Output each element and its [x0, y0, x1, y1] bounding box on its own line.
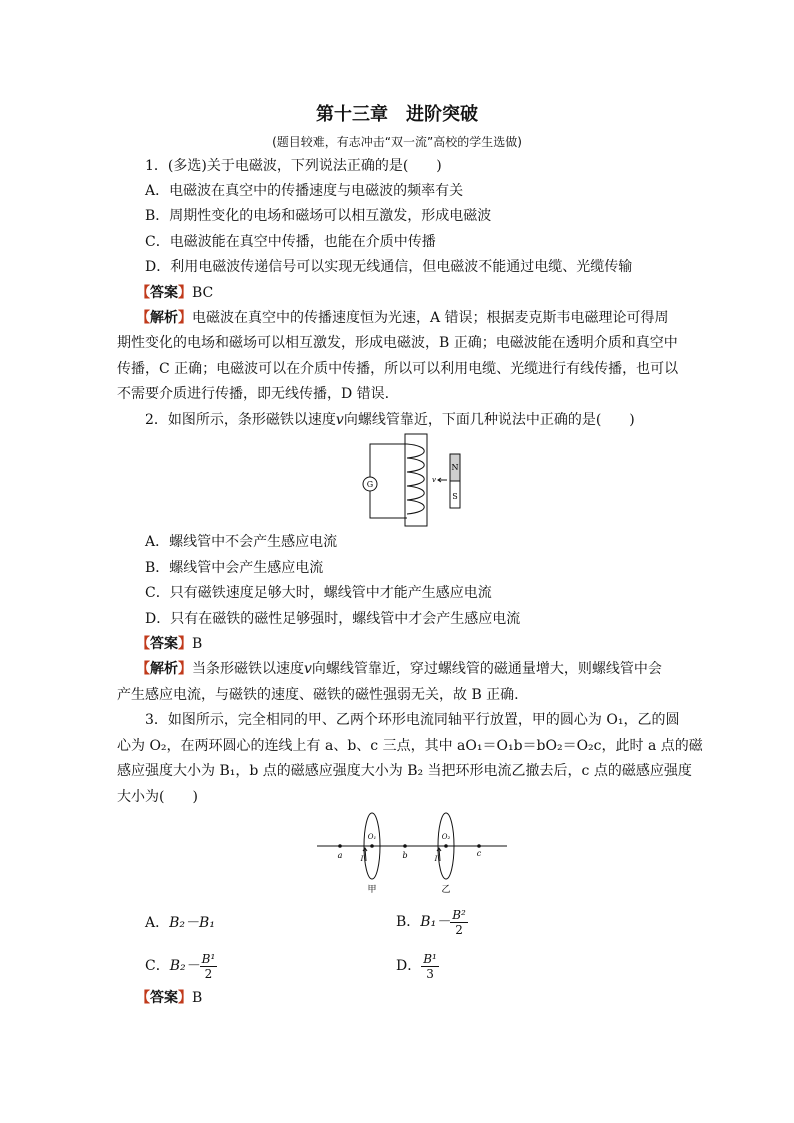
q2-option-b: B．螺线管中会产生感应电流	[145, 560, 324, 576]
point-o2	[444, 844, 448, 848]
answer-tag: 【答案】	[136, 990, 192, 1006]
q2-analysis-line-1: 【解析】当条形磁铁以速度v向螺线管靠近，穿过螺线管的磁通量增大，则螺线管中会	[136, 661, 662, 677]
q1-analysis-line-4: 不需要介质进行传播，即无线传播，D 错误.	[117, 386, 390, 402]
q2-answer	[136, 635, 202, 653]
q1-analysis-line-2: 期性变化的电场和磁场可以相互激发，形成电磁波，B 正确；电磁波能在透明介质和真空中	[117, 335, 678, 351]
label-a: a	[337, 851, 343, 860]
label-b: b	[402, 851, 408, 860]
q2-answer-value: B	[192, 636, 203, 652]
q2-option-a: A．螺线管中不会产生感应电流	[145, 534, 338, 550]
answer-tag: 【答案】	[136, 636, 192, 652]
point-c	[477, 844, 481, 848]
answer-tag: 【答案】	[136, 285, 192, 301]
circuit-wire-bottom	[370, 491, 407, 518]
north-label: N	[451, 463, 459, 472]
q1-option-a: A．电磁波在真空中的传播速度与电磁波的频率有关	[145, 183, 464, 199]
page-title: 第十三章 进阶突破	[316, 104, 478, 125]
q3-option-c: C．B₂－ $\frac{\text{B¹}}{2}$	[145, 951, 216, 981]
page-subtitle: (题目较难，有志冲击“双一流”高校的学生选做)	[272, 135, 522, 149]
q3-option-a: A．B₂－B₁	[145, 915, 215, 931]
q1-analysis-line-3: 传播，C 正确；电磁波可以在介质中传播，所以可以利用电缆、光缆进行有线传播，也可以	[117, 361, 679, 377]
q1-stem: 1．(多选)关于电磁波，下列说法正确的是( )	[145, 158, 442, 174]
q1-option-d: D．利用电磁波传递信号可以实现无线通信，但电磁波不能通过电缆、光缆传输	[145, 259, 633, 275]
point-a	[338, 844, 342, 848]
label-c: c	[476, 849, 482, 858]
analysis-tag: 【解析】	[136, 310, 192, 326]
south-label: S	[452, 492, 458, 501]
galvanometer-label: G	[366, 480, 374, 489]
q1-analysis-line-1: 【解析】电磁波在真空中的传播速度恒为光速，A 错误；根据麦克斯韦电磁理论可得周	[136, 310, 669, 326]
q3-stem-line-1: 3．如图所示，完全相同的甲、乙两个环形电流同轴平行放置，甲的圆心为 O₁，乙的圆	[145, 712, 680, 728]
q1-option-b: B．周期性变化的电场和磁场可以相互激发，形成电磁波	[145, 208, 492, 224]
q1-option-c: C．电磁波能在真空中传播，也能在介质中传播	[145, 234, 436, 250]
label-ring-jia: 甲	[367, 885, 377, 895]
q2-solenoid-figure	[350, 432, 470, 530]
q3-stem-line-3: 感应强度大小为 B₁，b 点的磁感应强度大小为 B₂ 当把环形电流乙撤去后，c 点的磁感应强度	[117, 763, 692, 779]
point-b	[403, 844, 407, 848]
label-current-yi: I	[434, 855, 438, 863]
q3-answer	[136, 989, 202, 1007]
q2-option-c: C．只有磁铁速度足够大时，螺线管中才能产生感应电流	[145, 585, 492, 601]
q2-stem: 2．如图所示，条形磁铁以速度v向螺线管靠近，下面几种说法中正确的是( )	[145, 412, 635, 428]
q3-option-b: B．B₁－ $\frac{\text{B²}}{2}$	[396, 907, 466, 937]
q3-rings-figure	[315, 806, 510, 896]
point-o1	[370, 844, 374, 848]
label-o2: O₂	[441, 833, 451, 841]
label-current-jia: I	[360, 855, 364, 863]
q3-option-d: D． $\frac{\text{B¹}}{3}$	[396, 951, 437, 981]
q3-stem-line-2: 心为 O₂，在两环圆心的连线上有 a、b、c 三点，其中 aO₁＝O₁b＝bO₂＝O₂c，此时 a 点的磁	[117, 738, 703, 754]
q1-answer-value: BC	[192, 285, 214, 301]
q2-analysis-line-2: 产生感应电流，与磁铁的速度、磁铁的磁性强弱无关，故 B 正确.	[117, 687, 519, 703]
label-o1: O₁	[367, 833, 377, 841]
q1-answer	[136, 284, 213, 302]
q3-stem-line-4: 大小为( )	[117, 789, 198, 805]
circuit-wire-top	[370, 444, 407, 477]
analysis-tag: 【解析】	[136, 661, 192, 677]
q2-option-d: D．只有在磁铁的磁性足够强时，螺线管中才会产生感应电流	[145, 611, 521, 627]
label-ring-yi: 乙	[441, 885, 451, 895]
q3-answer-value: B	[192, 990, 203, 1006]
solenoid-coil	[407, 444, 424, 514]
velocity-label: v	[432, 476, 436, 484]
